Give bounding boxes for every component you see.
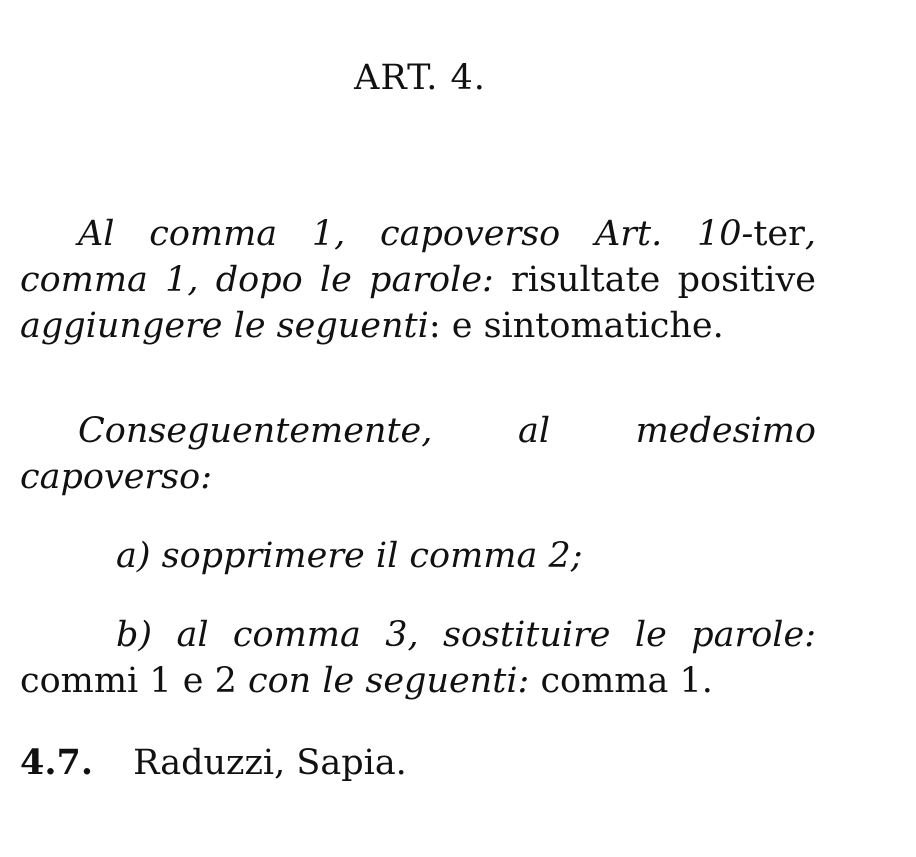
roman-text: ter: [753, 214, 805, 254]
signatories: Raduzzi, Sapia.: [133, 743, 407, 783]
list-item-a: [20, 533, 816, 579]
amendment-paragraph-1: [20, 211, 816, 349]
instruction-text: con le seguenti:: [236, 661, 541, 701]
instruction-text: Al comma 1, capoverso Art. 10-: [78, 214, 754, 254]
quoted-text: risultate positive: [511, 260, 816, 300]
amendment-paragraph-2: [20, 408, 816, 500]
quoted-text: commi 1 e 2: [20, 661, 237, 701]
instruction-text: aggiungere le seguenti: [20, 306, 429, 346]
list-item-b: [20, 612, 816, 704]
instruction-text: a) sopprimere il comma 2;: [116, 536, 583, 576]
quoted-text: comma 1.: [540, 661, 713, 701]
amendment-signature: [20, 740, 816, 786]
quoted-text: : e sintomatiche.: [428, 306, 724, 346]
instruction-text: , comma 1, dopo le parole:: [20, 214, 816, 300]
article-heading: ART. 4.: [354, 58, 486, 98]
amendment-number: 4.7.: [20, 742, 94, 783]
instruction-text: b) al comma 3, sostituire le parole:: [116, 615, 816, 655]
instruction-text: Conseguentemente, al medesimo capoverso:: [20, 411, 816, 497]
